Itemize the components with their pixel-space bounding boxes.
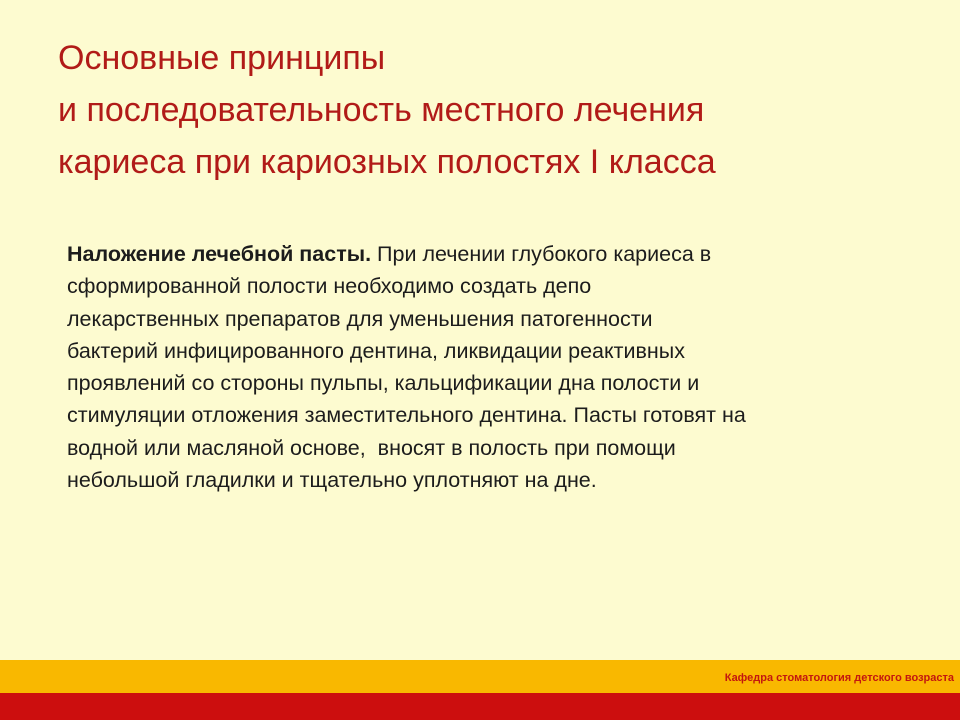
body-line-6: стимуляции отложения заместительного дентина. Пасты готовят на xyxy=(67,403,746,428)
title-line-3: кариеса при кариозных полостях I класса xyxy=(58,143,716,181)
body-lead-bold: Наложение лечебной пасты. xyxy=(67,242,372,266)
body-paragraph xyxy=(67,238,917,496)
slide-title xyxy=(58,32,918,188)
title-line-1: Основные принципы xyxy=(58,39,386,77)
body-line-1-text: При лечении глубокого кариеса в xyxy=(371,242,712,266)
body-line-1 xyxy=(67,238,917,270)
body-line-4: бактерий инфицированного дентина, ликвидации реактивных xyxy=(67,338,685,363)
footer-department-label: Кафедра стоматология детского возраста xyxy=(724,672,954,684)
body-line-5: проявлений со стороны пульпы, кальцификации дна полости и xyxy=(67,371,700,396)
body-line-8: небольшой гладилки и тщательно уплотняют на дне. xyxy=(67,468,597,493)
body-line-3: лекарственных препаратов для уменьшения патогенности xyxy=(67,306,653,331)
footer-red-band xyxy=(0,693,960,720)
title-line-2: и последовательность местного лечения xyxy=(58,91,705,129)
body-line-2: сформированной полости необходимо создать депо xyxy=(67,274,592,299)
body-line-7: водной или масляной основе, вносят в полость при помощи xyxy=(67,435,676,460)
